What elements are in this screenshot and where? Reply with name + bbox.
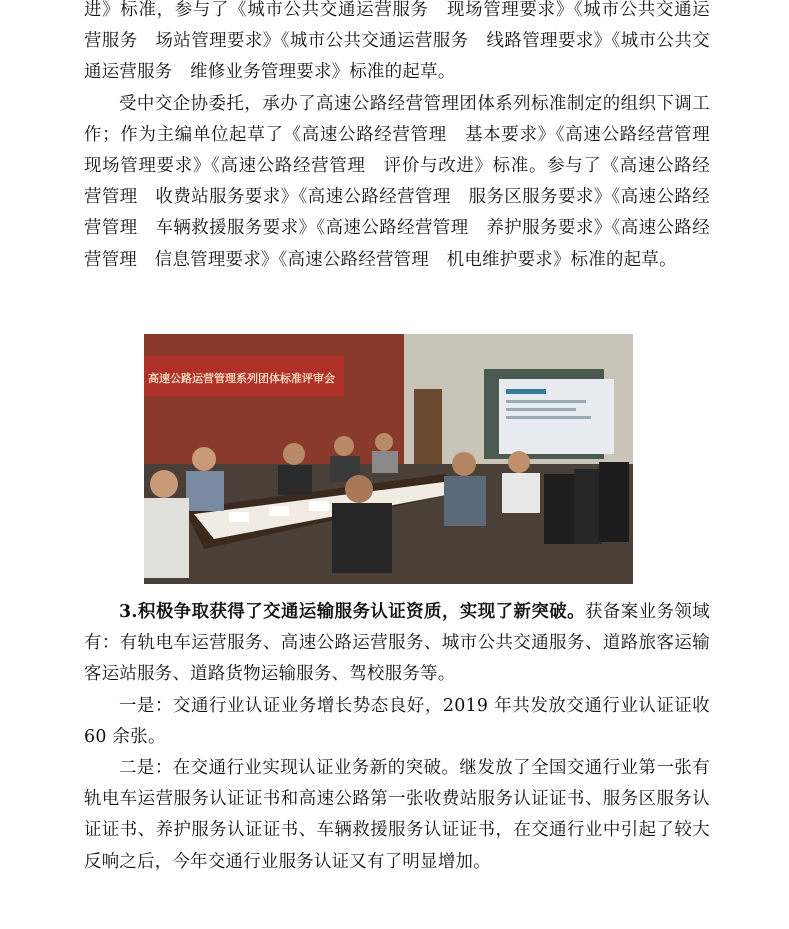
section3-paragraph (84, 597, 710, 691)
highway-standards-paragraph: 受中交企协委托，承办了高速公路经营管理团体系列标准制定的组织下调工作；作为主编单位起草了《高速公路经营管理 基本要求》《高速公路经营管理 现场管理要求》《高速公路经营管理 评价与改进》标准。参与了《高速公路经营管理 收费站服务要求》《高速公路经营管理 服务区服务要求》《高速公路经营管理 车辆救援服务要求》《高速公路经营管理 养护服务要求》《高速公路经营管理 信息管理要求》《高速公路经营管理 机电维护要求》标准的起草。 (84, 93, 728, 270)
point-two-paragraph: 二是：在交通行业实现认证业务新的突破。继发放了全国交通行业第一张有轨电车运营服务认证证书和高速公路第一张收费站服务认证证书、服务区服务认证证书、养护服务认证证书、车辆救援服务认证证书，在交通行业中引起了较大反响之后，今年交通行业服务认证又有了明显增加。 (84, 758, 710, 872)
intro-continuation-paragraph: 进》标准，参与了《城市公共交通运营服务 现场管理要求》《城市公共交通运营服务 场站管理要求》《城市公共交通运营服务 线路管理要求》《城市公共交通运营服务 维修业务管理要求》标准的起草。 (84, 0, 710, 83)
meeting-photo (144, 334, 633, 584)
point-one-paragraph: 一是：交通行业认证业务增长势态良好，2019 年共发放交通行业认证证收 60 余张。 (84, 695, 710, 747)
section3-heading: 3.积极争取获得了交通运输服务认证资质，实现了新突破。 (119, 602, 585, 622)
banner-text: 高速公路运营管理系列团体标准评审会 (148, 372, 335, 385)
document-body-bottom (84, 597, 710, 878)
section3-heading-tail: 获备案业务领域有：有轨电车运营服务、高速公路运营服务、城市公共交通服务、道路旅客运输客运站服务、道路货物运输服务、驾校服务等。 (84, 602, 710, 685)
document-body-top (84, 0, 728, 276)
